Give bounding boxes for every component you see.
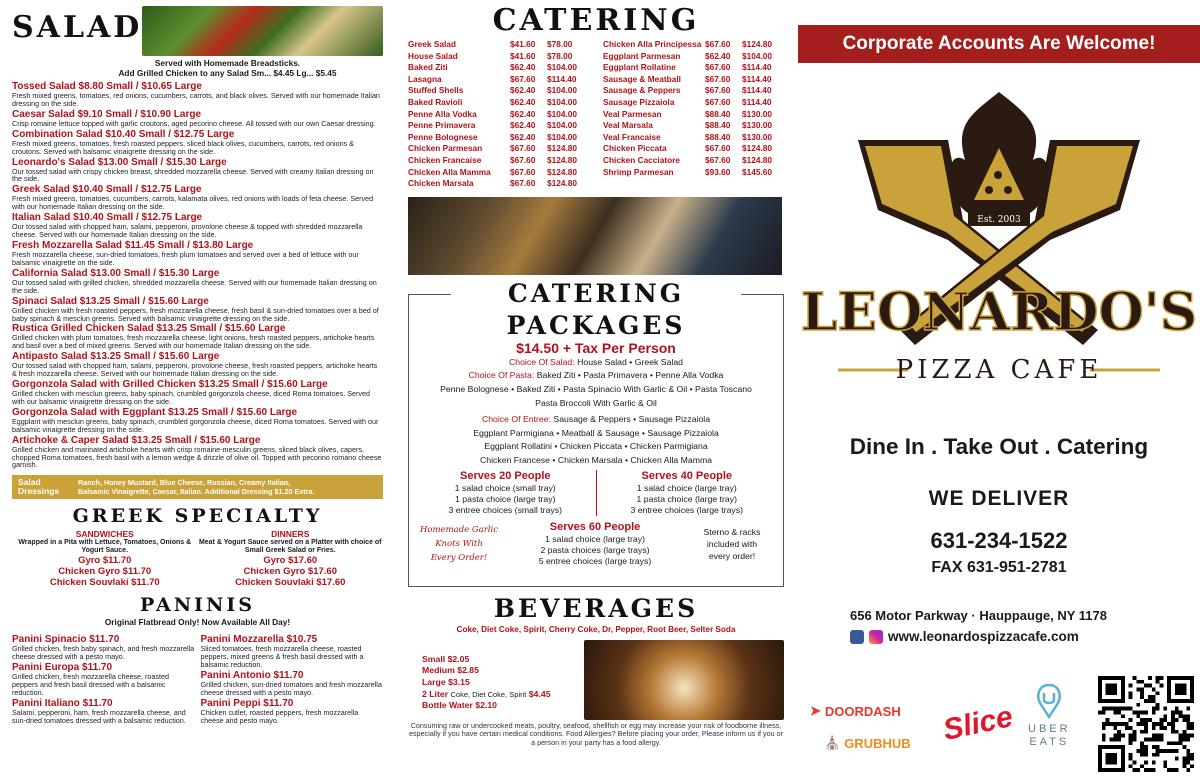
greek-sandwiches-label: SANDWICHES <box>75 529 134 540</box>
facebook-icon[interactable] <box>850 630 864 644</box>
menu-item: Gyro $17.60 <box>263 555 318 567</box>
panini-item-desc: Chicken cutlet, roasted peppers, fresh mozzarella cheese and pesto mayo. <box>200 707 359 725</box>
greek-specialty-title: GREEK SPECIALTY <box>72 505 323 528</box>
salad-dressings-line-1: Ranch, Honey Mustard, Blue Cheese, Russian, Creamy Italian, <box>78 478 291 488</box>
salad-header <box>12 6 383 58</box>
catering-half-tray-price: $67.60 <box>705 85 731 96</box>
catering-half-tray-price: $67.60 <box>705 62 731 73</box>
we-deliver-heading: WE DELIVER <box>928 487 1070 510</box>
catering-half-tray-price: $41.60 <box>510 39 536 49</box>
catering-row <box>603 62 784 74</box>
catering-full-tray-price: $114.40 <box>742 62 772 73</box>
paninis-left-column <box>12 633 195 724</box>
catering-half-tray-price: $67.60 <box>510 73 536 84</box>
catering-row <box>603 74 784 86</box>
greek-dinners-label: DINNERS <box>271 529 310 540</box>
catering-full-tray-price: $130.00 <box>742 120 772 131</box>
sterno-line: Sterno & racks <box>703 527 761 538</box>
catering-half-tray-price: $67.60 <box>510 178 536 189</box>
serves-60-row <box>415 521 777 567</box>
catering-item-name: Penne Primavera <box>408 120 476 131</box>
catering-half-tray-price: $88.40 <box>705 131 731 142</box>
catering-half-tray-price: $88.40 <box>705 108 731 119</box>
brand-column <box>798 0 1200 776</box>
beverage-item: Medium $2.85 <box>422 665 479 676</box>
salad-dressings-options <box>78 478 314 496</box>
serves-60 <box>503 521 687 567</box>
catering-row <box>603 132 784 144</box>
beverage-item: Large $3.15 <box>422 676 470 687</box>
catering-full-tray-price: $124.80 <box>742 39 772 49</box>
catering-full-tray-price: $104.00 <box>742 50 772 61</box>
catering-full-tray-price: $104.00 <box>547 62 577 73</box>
salad-item-title: Leonardo's Salad $13.00 Small / $15.30 Large <box>12 156 227 168</box>
catering-full-tray-price: $124.80 <box>742 154 772 165</box>
salad-intro-line-1: Served with Homemade Breadsticks. <box>154 58 301 68</box>
ubereats-logo[interactable] <box>1028 683 1071 749</box>
catering-item-name: Chicken Alla Principessa <box>603 39 702 49</box>
catering-item-name: Sausage & Meatball <box>603 73 681 84</box>
ubereats-icon <box>1034 683 1064 719</box>
catering-row <box>603 167 784 179</box>
panini-item-title: Panini Mozzarella $10.75 <box>200 634 318 646</box>
salad-item-title: Gorgonzola Salad with Eggplant $13.25 Small / $15.60 Large <box>12 406 298 418</box>
catering-half-tray-price: $67.60 <box>510 166 536 177</box>
sterno-line: included with <box>706 539 758 550</box>
package-pasta-label: Choice Of Pasta: <box>468 370 535 381</box>
ubereats-label-2: EATS <box>1029 736 1070 748</box>
qr-code[interactable] <box>1098 676 1194 772</box>
beverages-section <box>408 640 784 720</box>
catering-row <box>603 109 784 121</box>
website-row <box>850 629 1079 644</box>
catering-row <box>603 85 784 97</box>
catering-item-name: Veal Marsala <box>603 120 653 131</box>
catering-row <box>408 167 589 179</box>
salad-item-title: Caesar Salad $9.10 Small / $10.90 Large <box>12 108 202 120</box>
catering-half-tray-price: $41.60 <box>510 50 536 61</box>
catering-half-tray-price: $62.40 <box>510 131 536 142</box>
catering-item-name: Veal Parmesan <box>603 108 662 119</box>
catering-half-tray-price: $62.40 <box>510 108 536 119</box>
service-tagline: Dine In . Take Out . Catering <box>849 434 1149 459</box>
catering-full-tray-price: $145.60 <box>742 166 772 177</box>
salad-item-desc: Grilled chicken with plum tomatoes, fresh mozzarella cheese, light onions, fresh roasted peppers, artichoke hearts and basil over a bed of mixed greens. Served with our homemade Italian dressing on the side. <box>12 333 375 351</box>
paninis-right-column <box>201 633 384 724</box>
salad-intro-line-2: Add Grilled Chicken to any Salad Sm... $4.45 Lg... $5.45 <box>118 68 337 78</box>
salad-item-desc: Grilled chicken with mesclun greens, baby spinach, crumbled gorgonzola cheese, diced Roma tomatoes. Served with our balsamic vinaigrette dressing on the side. <box>12 389 370 406</box>
grubhub-label: GRUBHUB <box>844 735 911 751</box>
package-pasta-choice <box>415 369 777 383</box>
serves-60-title: Serves 60 People <box>549 521 641 534</box>
brand-name: LEONARDO'S <box>800 282 1198 343</box>
serves-line: 3 entree choices (small trays) <box>448 505 562 516</box>
package-pasta-text: Baked Ziti • Pasta Primavera • Penne Alla Vodka <box>536 370 724 381</box>
corporate-accounts-banner: Corporate Accounts Are Welcome! <box>798 25 1200 63</box>
doordash-icon: ➤ <box>810 703 821 718</box>
sterno-line: every order! <box>708 551 756 562</box>
instagram-icon[interactable] <box>869 630 883 644</box>
serves-20-title: Serves 20 People <box>459 470 551 483</box>
salad-item-title: Gorgonzola Salad with Grilled Chicken $13.25 Small / $15.60 Large <box>12 379 328 391</box>
panini-item-title: Panini Italiano $11.70 <box>12 697 113 709</box>
catering-full-tray-price: $104.00 <box>547 96 577 107</box>
slice-logo[interactable]: Slice <box>940 700 1016 747</box>
catering-left-list <box>408 39 589 190</box>
catering-packages-title: CATERING PACKAGES <box>451 278 741 342</box>
salad-intro <box>72 58 383 78</box>
package-pasta-text: Penne Bolognese • Baked Ziti • Pasta Spinacio With Garlic & Oil • Pasta Toscano <box>440 383 752 394</box>
serves-line: 1 pasta choice (large tray) <box>636 494 737 505</box>
serves-20 <box>415 470 596 516</box>
catering-item-name: Baked Ziti <box>408 62 448 73</box>
catering-item-name: Baked Ravioli <box>408 96 463 107</box>
package-serves-options <box>415 470 777 516</box>
catering-row <box>408 155 589 167</box>
package-salad-text: House Salad • Greek Salad <box>577 356 683 367</box>
catering-full-tray-price: $104.00 <box>547 85 577 96</box>
catering-row <box>408 74 589 86</box>
catering-packages-box <box>408 278 784 587</box>
paninis-section <box>12 633 383 724</box>
catering-full-tray-price: $124.80 <box>547 143 577 154</box>
salad-item-title: Artichoke & Caper Salad $13.25 Small / $15.60 Large <box>12 434 261 446</box>
menu-item: Chicken Souvlaki $17.60 <box>235 577 346 589</box>
catering-row <box>408 62 589 74</box>
catering-full-tray-price: $104.00 <box>547 120 577 131</box>
catering-item-name: Veal Francaise <box>603 131 661 142</box>
grubhub-icon: ⛪ <box>824 735 841 750</box>
catering-item-name: Stuffed Shells <box>408 85 464 96</box>
catering-item-name: Chicken Parmesan <box>408 143 483 154</box>
catering-price-table <box>408 39 784 190</box>
catering-half-tray-price: $67.60 <box>705 154 731 165</box>
salad-item-desc: Eggplant with mesclun greens, baby spinach, crumbled gorgonzola cheese, diced Roma tomatoes. Served with our balsamic vinaigrette dressing on the side. <box>12 416 379 434</box>
fax-number: FAX 631-951-2781 <box>931 559 1067 576</box>
package-entree-choice <box>415 413 777 427</box>
brand-subtitle: PIZZA CAFE <box>895 355 1103 385</box>
catering-full-tray-price: $114.40 <box>547 73 577 84</box>
catering-item-name: Chicken Piccata <box>603 143 667 154</box>
address: 656 Motor Parkway · Hauppauge, NY 1178 <box>850 608 1107 623</box>
menu-item: Chicken Gyro $17.60 <box>243 566 337 578</box>
serves-line: 1 pasta choice (large tray) <box>455 494 556 505</box>
catering-half-tray-price: $67.60 <box>705 73 731 84</box>
catering-item-name: Chicken Marsala <box>408 178 474 189</box>
catering-row <box>603 97 784 109</box>
salad-item-title: Combination Salad $10.40 Small / $12.75 Large <box>12 128 235 140</box>
beverage-item: Small $2.05 <box>422 653 470 664</box>
panini-item-desc: Sliced tomatoes, fresh mozzarella cheese, roasted peppers, mixed greens & fresh basil dressed with a balsamic reduction. <box>200 644 364 670</box>
catering-item-name: Chicken Alla Mamma <box>408 166 491 177</box>
catering-item-name: Penne Bolognese <box>408 131 478 142</box>
serves-line: 1 salad choice (large tray) <box>545 534 645 545</box>
catering-row <box>408 120 589 132</box>
phone-number[interactable]: 631-234-1522 <box>930 528 1068 553</box>
catering-half-tray-price: $93.60 <box>705 166 731 177</box>
greek-sandwiches <box>12 529 198 588</box>
catering-item-name: Lasagna <box>408 73 442 84</box>
panini-item-title: Panini Spinacio $11.70 <box>12 634 120 646</box>
catering-full-tray-price: $124.80 <box>547 154 577 165</box>
beverages-title: BEVERAGES <box>493 593 699 623</box>
catering-half-tray-price: $67.60 <box>705 143 731 154</box>
catering-half-tray-price: $62.40 <box>510 96 536 107</box>
package-entree-text: Eggplant Parmigiana • Meatball & Sausage • Sausage Pizzaiola <box>473 427 719 438</box>
catering-half-tray-price: $67.60 <box>705 39 731 49</box>
package-entree-text: Chicken Francese • Chicken Marsala • Chicken Alla Mamma <box>479 454 713 465</box>
catering-item-name: Shrimp Parmesan <box>603 166 674 177</box>
catering-full-tray-price: $114.40 <box>742 85 772 96</box>
serves-line: 2 pasta choices (large trays) <box>540 545 650 556</box>
catering-row <box>408 51 589 63</box>
catering-row <box>603 155 784 167</box>
panini-item-title: Panini Antonio $11.70 <box>200 670 304 682</box>
panini-item-desc: Grilled chicken, sun-dried tomatoes and fresh mozzarella cheese dressed with a pesto mayo. <box>200 680 382 697</box>
beverage-photo <box>584 640 784 720</box>
catering-full-tray-price: $130.00 <box>742 131 772 142</box>
catering-half-tray-price: $67.60 <box>510 154 536 165</box>
catering-item-name: Eggplant Rollatine <box>603 62 676 73</box>
catering-half-tray-price: $67.60 <box>705 96 731 107</box>
liter-flavors: Coke, Diet Coke, Spirit <box>450 689 527 699</box>
catering-row <box>603 120 784 132</box>
salad-photo <box>142 6 383 56</box>
salad-item-desc: Fresh mozzarella cheese, sun-dried tomatoes, fresh plum tomatoes and served over a bed of lettuce with our balsamic vinaigrette on the side. <box>12 249 359 267</box>
catering-row <box>603 39 784 51</box>
beverages-list <box>408 640 568 720</box>
greek-dinners-desc: Meat & Yogurt Sauce served on a Platter with choice of Small Greek Salad or Fries. <box>198 539 382 555</box>
salad-column <box>0 0 393 776</box>
ubereats-label-1: UBER <box>1028 723 1071 735</box>
catering-row <box>408 85 589 97</box>
catering-half-tray-price: $62.40 <box>510 120 536 131</box>
catering-full-tray-price: $78.00 <box>547 39 573 49</box>
salad-item-desc: Grilled chicken with fresh roasted peppers, fresh mozzarella cheese, fresh basil & sun-dried tomatoes over a bed of baby spinach & mesclun greens. Served with balsamic vinaigrette dressing on the side. <box>12 305 379 323</box>
greek-dinners <box>198 529 384 588</box>
food-allergy-warning: Consuming raw or undercooked meats, poultry, seafood, shellfish or egg may increase your risk of foodborne illness, especially if you have certain medical conditions. Food Allergies? Before placing your order, Please inform us if you or a person in your party has a food allergy. <box>409 720 783 747</box>
panini-item-desc: Grilled chicken, fresh mozzarella cheese, roasted peppers and fresh basil dressed with a balsamic reduction. <box>12 672 169 697</box>
beverage-item <box>422 689 568 701</box>
catering-full-tray-price: $114.40 <box>742 96 772 107</box>
salad-item-title: Rustica Grilled Chicken Salad $13.25 Small / $15.60 Large <box>12 323 286 335</box>
catering-full-tray-price: $104.00 <box>547 131 577 142</box>
salad-item-desc: Our tossed salad with grilled chicken, shredded mozzarella cheese. Served with our homemade Italian dressing on the side. <box>12 277 377 295</box>
serves-40-title: Serves 40 People <box>641 470 732 483</box>
catering-row <box>408 97 589 109</box>
catering-full-tray-price: $130.00 <box>742 108 772 119</box>
leonardos-logo <box>798 80 1200 400</box>
catering-row <box>408 109 589 121</box>
salad-item-title: Spinaci Salad $13.25 Small / $15.60 Large <box>12 295 209 307</box>
package-pasta-text: Pasta Broccoli With Garlic & Oil <box>535 397 657 408</box>
salad-item-desc: Fresh mixed greens, tomatoes, red onions, cucumbers, carrots, and black olives. Served with our homemade Italian dressing on the side. <box>12 91 380 108</box>
salad-item-title: California Salad $13.00 Small / $15.30 Large <box>12 267 220 279</box>
salad-item-desc: Fresh mixed greens, tomatoes, fresh roasted peppers, sliced black olives, cucumbers, carrots, red onions & croutons. Served with balsamic vinaigrette dressing on the side. <box>12 138 354 156</box>
serves-line: 5 entree choices (large trays) <box>538 556 652 567</box>
panini-item-desc: Salami, pepperoni, ham, fresh mozzarella cheese, and sun-dried tomatoes dressed with a balsamic reduction. <box>12 707 186 725</box>
greek-sandwiches-desc: Wrapped in a Pita with Lettuce, Tomatoes, Onions & Yogurt Sauce. <box>18 539 192 555</box>
package-salad-choice <box>415 356 777 370</box>
salad-item-desc: Crisp romaine lettuce topped with garlic croutons, aged pecorino cheese. All tossed with our own Caesar dressing. <box>12 118 376 128</box>
paninis-title: PANINIS <box>140 594 255 617</box>
catering-item-name: Chicken Cacciatore <box>603 154 681 165</box>
catering-item-name: Greek Salad <box>408 39 456 49</box>
catering-item-name: Chicken Francaise <box>408 154 482 165</box>
salad-dressings-label: Salad Dressings <box>18 477 60 497</box>
catering-row <box>603 51 784 63</box>
liter-price: $4.45 <box>528 688 551 699</box>
flame-pizza-icon <box>950 92 1048 220</box>
catering-row <box>408 143 589 155</box>
package-salad-label: Choice Of Salad: <box>508 356 575 367</box>
beverage-item: Bottle Water $2.10 <box>422 700 497 711</box>
salad-item-title: Italian Salad $10.40 Small / $12.75 Large <box>12 212 203 224</box>
catering-row <box>408 39 589 51</box>
panini-item-title: Panini Peppi $11.70 <box>200 697 294 709</box>
catering-item-name: Eggplant Parmesan <box>603 50 681 61</box>
salad-item-desc: Our tossed salad with crispy chicken breast, shredded mozzarella cheese. Served with creamy Italian dressing on the side. <box>12 166 374 184</box>
salad-item-desc: Grilled chicken and marinated artichoke hearts with crisp romaine-mesculin greens, sliced black olives, capers, chopped Roma tomatoes, fresh basil with a lemon wedge & drizzle of olive oil. Topped with pecorino romano cheese garnish. <box>12 444 382 470</box>
catering-item-name: House Salad <box>408 50 458 61</box>
salad-title: SALAD <box>12 10 143 45</box>
grubhub-logo[interactable] <box>824 735 911 751</box>
catering-full-tray-price: $124.80 <box>547 178 577 189</box>
catering-full-tray-price: $124.80 <box>742 143 772 154</box>
catering-half-tray-price: $67.60 <box>510 143 536 154</box>
serves-40 <box>596 470 778 516</box>
website-link[interactable]: www.leonardospizzacafe.com <box>888 629 1079 644</box>
catering-row <box>603 143 784 155</box>
garlic-knots-line: Every Order! <box>430 553 488 564</box>
liter-label: 2 Liter <box>422 688 449 699</box>
catering-full-tray-price: $78.00 <box>547 50 573 61</box>
catering-half-tray-price: $62.40 <box>510 62 536 73</box>
catering-item-name: Sausage & Peppers <box>603 85 681 96</box>
catering-buffet-photo <box>408 197 782 275</box>
panini-item-desc: Grilled chicken, fresh baby spinach, and fresh mozzarella cheese dressed with a pesto mayo. <box>12 644 195 662</box>
menu-item: Chicken Gyro $11.70 <box>58 566 152 578</box>
salad-dressings-banner <box>12 475 383 499</box>
greek-specialty-section <box>12 529 383 588</box>
salad-item-desc: Fresh mixed greens, tomatoes, cucumbers, carrots, kalamata olives, red onions with loads of feta cheese. Served with our homemade Italian dressing on the side. <box>12 194 374 212</box>
beverages-subtitle: Coke, Diet Coke, Spirit, Cherry Coke, Dr, Pepper, Root Beer, Selter Soda <box>456 624 736 634</box>
catering-full-tray-price: $114.40 <box>742 73 772 84</box>
salad-item-desc: Our tossed salad with chopped ham, salami, pepperoni, provolone cheese, fresh roasted peppers, artichoke hearts & fresh mozzarella cheese. Served with our homemade Italian dressing on the side. <box>12 361 378 379</box>
package-entree-text: Sausage & Peppers • Sausage Pizzaiola <box>553 414 711 425</box>
catering-right-list <box>603 39 784 190</box>
menu-item: Chicken Souvlaki $11.70 <box>49 577 160 589</box>
catering-row <box>408 132 589 144</box>
catering-title: CATERING <box>492 3 700 38</box>
package-entree-text: Eggplant Rollatini • Chicken Piccata • Chicken Parmigiana <box>484 441 708 452</box>
est-text: Est. 2003 <box>977 215 1021 225</box>
serves-line: 1 salad choice (small tray) <box>454 483 556 494</box>
catering-half-tray-price: $62.40 <box>705 50 731 61</box>
salad-item-desc: Our tossed salad with chopped ham, salami, pepperoni, provolone cheese & topped with shredded mozzarella cheese. Served with our homemade Italian dressing on the side. <box>12 222 363 240</box>
salad-item-title: Greek Salad $10.40 Small / $12.75 Large <box>12 184 202 196</box>
catering-item-name: Penne Alla Vodka <box>408 108 477 119</box>
doordash-label: DOORDASH <box>824 703 901 719</box>
catering-item-name: Sausage Pizzaiola <box>603 96 675 107</box>
catering-half-tray-price: $88.40 <box>705 120 731 131</box>
catering-packages-price: $14.50 + Tax Per Person <box>516 339 676 356</box>
catering-half-tray-price: $62.40 <box>510 85 536 96</box>
garlic-knots-line: Homemade Garlic <box>419 525 499 536</box>
salad-dressings-line-2: Balsamic Vinaigrette, Caesar, Italian. Additional Dressing $1.20 Extra. <box>78 487 315 497</box>
catering-row <box>408 178 589 190</box>
menu-item: Gyro $11.70 <box>78 555 132 567</box>
salad-item-title: Antipasto Salad $13.25 Small / $15.60 Large <box>12 351 220 363</box>
salad-item-title: Fresh Mozzarella Salad $11.45 Small / $13.80 Large <box>12 239 254 251</box>
doordash-logo[interactable] <box>810 703 901 719</box>
panini-item-title: Panini Europa $11.70 <box>12 662 113 674</box>
sterno-note <box>687 526 777 562</box>
salad-list <box>12 81 383 469</box>
catering-column <box>400 0 790 776</box>
catering-full-tray-price: $124.80 <box>547 166 577 177</box>
salad-item-title: Tossed Salad $8.80 Small / $10.65 Large <box>12 81 202 92</box>
paninis-intro: Original Flatbread Only! Now Available All Day! <box>104 617 291 628</box>
garlic-knots-line: Knots With <box>435 539 483 550</box>
serves-line: 3 entree choices (large trays) <box>630 505 743 516</box>
catering-full-tray-price: $104.00 <box>547 108 577 119</box>
serves-line: 1 salad choice (large tray) <box>636 483 737 494</box>
garlic-knots-note <box>415 523 503 565</box>
package-entree-label: Choice Of Entree: <box>481 414 551 425</box>
